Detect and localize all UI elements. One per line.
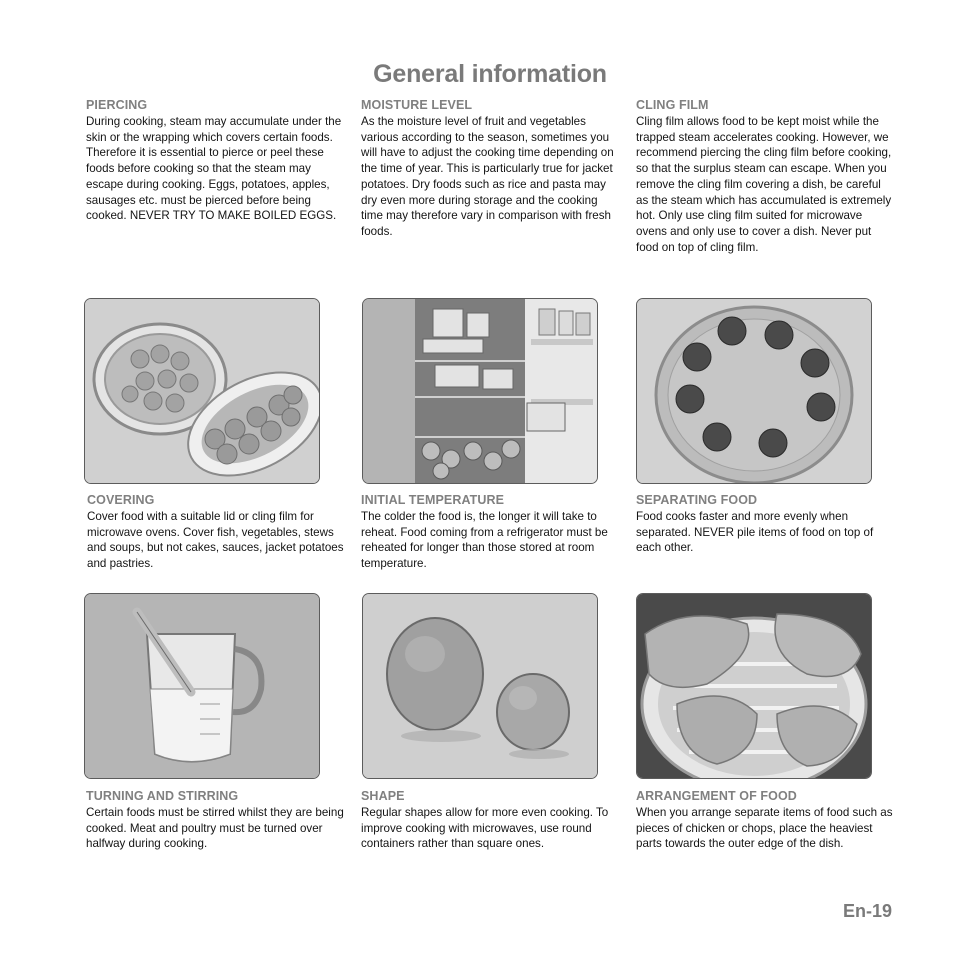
section-body: As the moisture level of fruit and vegetables various according to the season, sometimes you will have to adjust the cooking time depending on the time of year. This is particularly true for jacket potatoes. Dry foods such as rice and pasta may dry even more during storage and the cooking time may therefore vary in comparison with fresh foods. bbox=[361, 115, 614, 238]
section-heading: COVERING bbox=[87, 493, 155, 507]
section-heading: SEPARATING FOOD bbox=[636, 493, 758, 507]
section-heading: MOISTURE LEVEL bbox=[361, 98, 473, 112]
section-body: During cooking, steam may accumulate under the skin or the wrapping which covers certain foods. Therefore it is essential to pierce or peel these foods before cooking so that the steam may escape during cooking. Eggs, potatoes, apples, sausages etc. must be pierced before being cooked. NEVER TRY TO MAKE BOILED EGGS. bbox=[86, 115, 342, 223]
section-initial-temperature bbox=[361, 493, 619, 572]
section-turning-and-stirring bbox=[86, 789, 344, 852]
photo-potatoes bbox=[362, 593, 598, 779]
section-arrangement-of-food bbox=[636, 789, 894, 852]
photo-meatballs-plate bbox=[636, 298, 872, 484]
page-title: General information bbox=[373, 60, 607, 88]
page-number: En-19 bbox=[843, 901, 893, 921]
section-body: Cling film allows food to be kept moist while the trapped steam accelerates cooking. However, we recommend piercing the cling film before cooking, so that the surplus steam can escape. When you remove the cling film covering a dish, be careful as the steam which has accumulated is extremely hot. Only use cling film suited for microwave ovens and only use to cover a dish. Never put food on top of cling film. bbox=[636, 115, 892, 254]
photo-refrigerator bbox=[362, 298, 598, 484]
section-body: Food cooks faster and more evenly when separated. NEVER pile items of food on top of each other. bbox=[636, 510, 874, 555]
section-covering bbox=[87, 493, 345, 572]
section-body: Certain foods must be stirred whilst they are being cooked. Meat and poultry must be turned over halfway during cooking. bbox=[86, 806, 344, 851]
section-piercing bbox=[86, 98, 344, 224]
section-heading: INITIAL TEMPERATURE bbox=[361, 493, 505, 507]
photo-covered-carrots bbox=[84, 298, 320, 484]
photo-chicken-pieces bbox=[636, 593, 872, 779]
section-shape bbox=[361, 789, 619, 852]
section-cling-film bbox=[636, 98, 894, 255]
section-heading: TURNING AND STIRRING bbox=[86, 789, 239, 803]
section-body: Regular shapes allow for more even cooking. To improve cooking with microwaves, use round containers rather than square ones. bbox=[361, 806, 609, 851]
section-body: When you arrange separate items of food such as pieces of chicken or chops, place the heaviest parts towards the outer edge of the dish. bbox=[636, 806, 893, 851]
section-body: The colder the food is, the longer it will take to reheat. Food coming from a refrigerator must be reheated for longer than those stored at room temperature. bbox=[361, 510, 608, 571]
photo-measuring-jug bbox=[84, 593, 320, 779]
section-body: Cover food with a suitable lid or cling film for microwave ovens. Cover fish, vegetables, stews and soups, but not cakes, sauces, jacket potatoes and pastries. bbox=[87, 510, 344, 571]
section-moisture-level bbox=[361, 98, 619, 240]
section-separating-food bbox=[636, 493, 894, 556]
section-heading: SHAPE bbox=[361, 789, 405, 803]
section-heading: CLING FILM bbox=[636, 98, 709, 112]
section-heading: PIERCING bbox=[86, 98, 148, 112]
section-heading: ARRANGEMENT OF FOOD bbox=[636, 789, 797, 803]
